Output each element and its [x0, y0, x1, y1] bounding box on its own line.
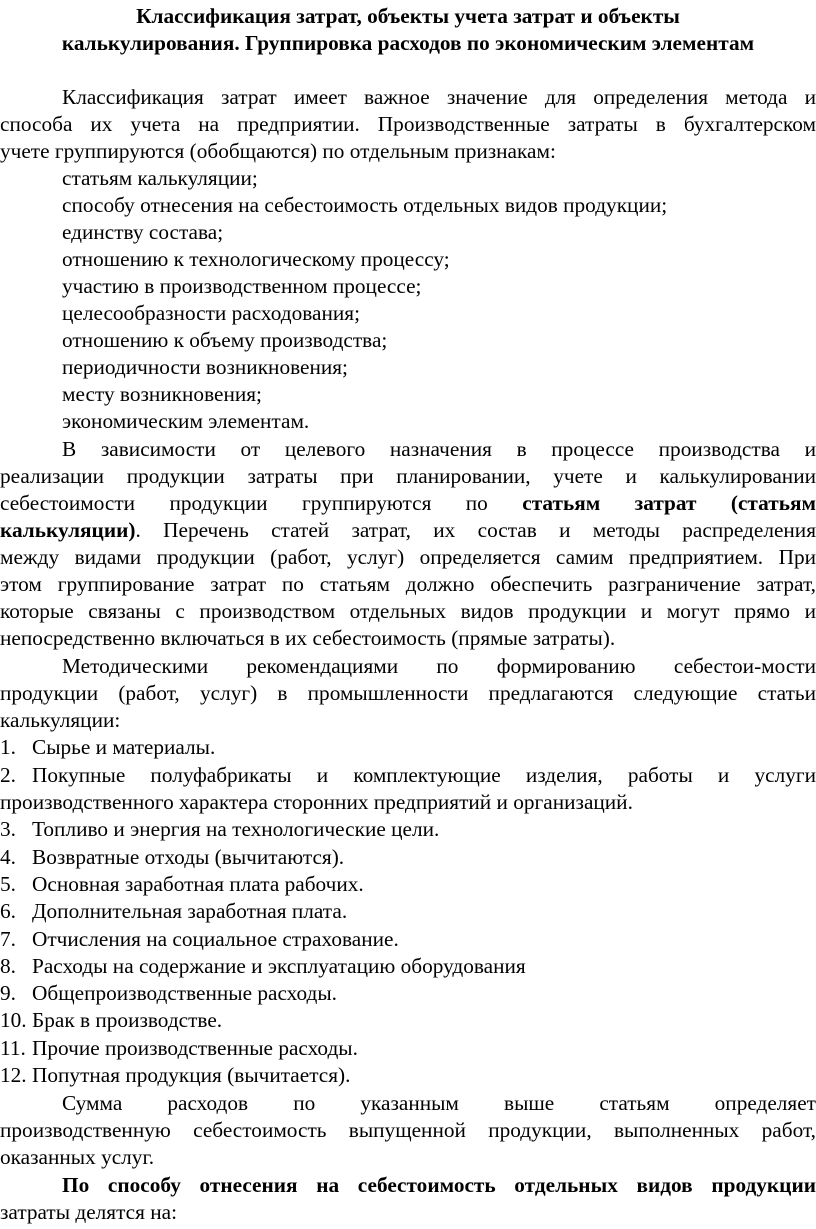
- feature-item: отношению к технологическому процессу;: [62, 247, 450, 271]
- feature-item: периодичности возникновения;: [62, 355, 348, 379]
- intro-line-1: Классификация затрат имеет важное значение для определения метода и: [62, 85, 816, 109]
- calc-item-text: Прочие производственные расходы.: [32, 1036, 358, 1060]
- calc-item-text: Сырье и материалы.: [32, 735, 216, 759]
- document-title-line-2: калькулирования. Группировка расходов по экономическим элементам: [61, 31, 755, 55]
- para4-line-1: Сумма расходов по указанным выше статьям определяет: [62, 1091, 816, 1115]
- feature-item: месту возникновения;: [62, 382, 262, 406]
- calc-item-number: 8.: [0, 954, 16, 978]
- para2-line-4: [0, 517, 816, 544]
- intro-line-3: учете группируются (обобщаются) по отдельным признакам:: [0, 139, 556, 163]
- para2-line-5: между видами продукции (работ, услуг) определяется самим предприятием. При: [0, 545, 816, 569]
- para3-line-2: продукции (работ, услуг) в промышленности предлагаются следующие статьи: [0, 681, 816, 705]
- feature-item: отношению к объему производства;: [62, 328, 388, 352]
- calc-item-number: 4.: [0, 845, 16, 869]
- feature-item: способу отнесения на себестоимость отдельных видов продукции;: [62, 193, 668, 217]
- calc-item-number: 2.: [0, 763, 16, 787]
- calc-item-number: 12.: [0, 1063, 27, 1087]
- para3-line-1: Методическими рекомендациями по формированию себестои-мости: [62, 654, 816, 678]
- calc-item-text: Дополнительная заработная плата.: [32, 899, 348, 923]
- calc-item-number: 11.: [0, 1036, 26, 1060]
- calc-item-number: 5.: [0, 872, 16, 896]
- para2-line-1: В зависимости от целевого назначения в процессе производства и: [62, 437, 816, 461]
- calc-item-continuation: производственного характера сторонних предприятий и организаций.: [0, 790, 633, 814]
- para2-line-8: непосредственно включаться в их себестоимость (прямые затраты).: [0, 626, 616, 650]
- feature-item: статьям калькуляции;: [62, 166, 258, 190]
- para2-line-6: этом группирование затрат по статьям должно обеспечить разграничение затрат,: [0, 572, 816, 596]
- para3-line-3: калькуляции:: [0, 708, 121, 732]
- calc-item-text: Отчисления на социальное страхование.: [32, 927, 399, 951]
- calc-item-text: Топливо и энергия на технологические цели.: [32, 817, 440, 841]
- document-title-line-1: Классификация затрат, объекты учета затрат и объекты: [136, 4, 680, 28]
- feature-item: экономическим элементам.: [62, 409, 310, 433]
- para5-line-1: [62, 1172, 816, 1199]
- para2-line-4-text: . Перечень статей затрат, их состав и методы распределения: [135, 518, 816, 542]
- feature-item: целесообразности расходования;: [62, 301, 360, 325]
- calc-item-number: 9.: [0, 981, 16, 1005]
- calc-item-number: 3.: [0, 817, 16, 841]
- calc-item-number: 10.: [0, 1008, 27, 1032]
- feature-item: единству состава;: [62, 220, 224, 244]
- intro-line-2: способа их учета на предприятии. Производственные затраты в бухгалтерском: [0, 112, 816, 136]
- para2-line-3-bold: статьям затрат (статьям: [522, 491, 816, 515]
- calc-item-number: 7.: [0, 927, 16, 951]
- calc-item-text: Возвратные отходы (вычитаются).: [32, 845, 345, 869]
- para4-line-2: производственную себестоимость выпущенной продукции, выполненных работ,: [0, 1118, 816, 1142]
- para2-line-7: которые связаны с производством отдельных видов продукции и могут прямо и: [0, 599, 816, 623]
- calc-item-number: 6.: [0, 899, 16, 923]
- calc-item-text: Расходы на содержание и эксплуатацию оборудования: [32, 954, 526, 978]
- calc-item-number: 1.: [0, 735, 16, 759]
- para2-line-3-justified: [0, 490, 816, 517]
- calc-item-text: Общепроизводственные расходы.: [32, 981, 337, 1005]
- para2-line-3-start: себестоимости продукции группируются по: [0, 491, 523, 515]
- calc-item-text: Брак в производстве.: [32, 1008, 223, 1032]
- calc-item-text: Основная заработная плата рабочих.: [32, 872, 364, 896]
- para2-line-2: реализации продукции затраты при планировании, учете и калькулировании: [0, 464, 816, 488]
- calc-item-text: Попутная продукция (вычитается).: [32, 1063, 351, 1087]
- para5-line-2: затраты делятся на:: [0, 1200, 177, 1224]
- feature-item: участию в производственном процессе;: [62, 274, 422, 298]
- para5-line-1-bold: По способу отнесения на себестоимость отдельных видов продукции: [62, 1173, 816, 1197]
- para2-line-4-bold: калькуляции): [0, 518, 136, 542]
- calc-item-text: Покупные полуфабрикаты и комплектующие изделия, работы и услуги: [32, 763, 816, 787]
- para4-line-3: оказанных услуг.: [0, 1145, 155, 1169]
